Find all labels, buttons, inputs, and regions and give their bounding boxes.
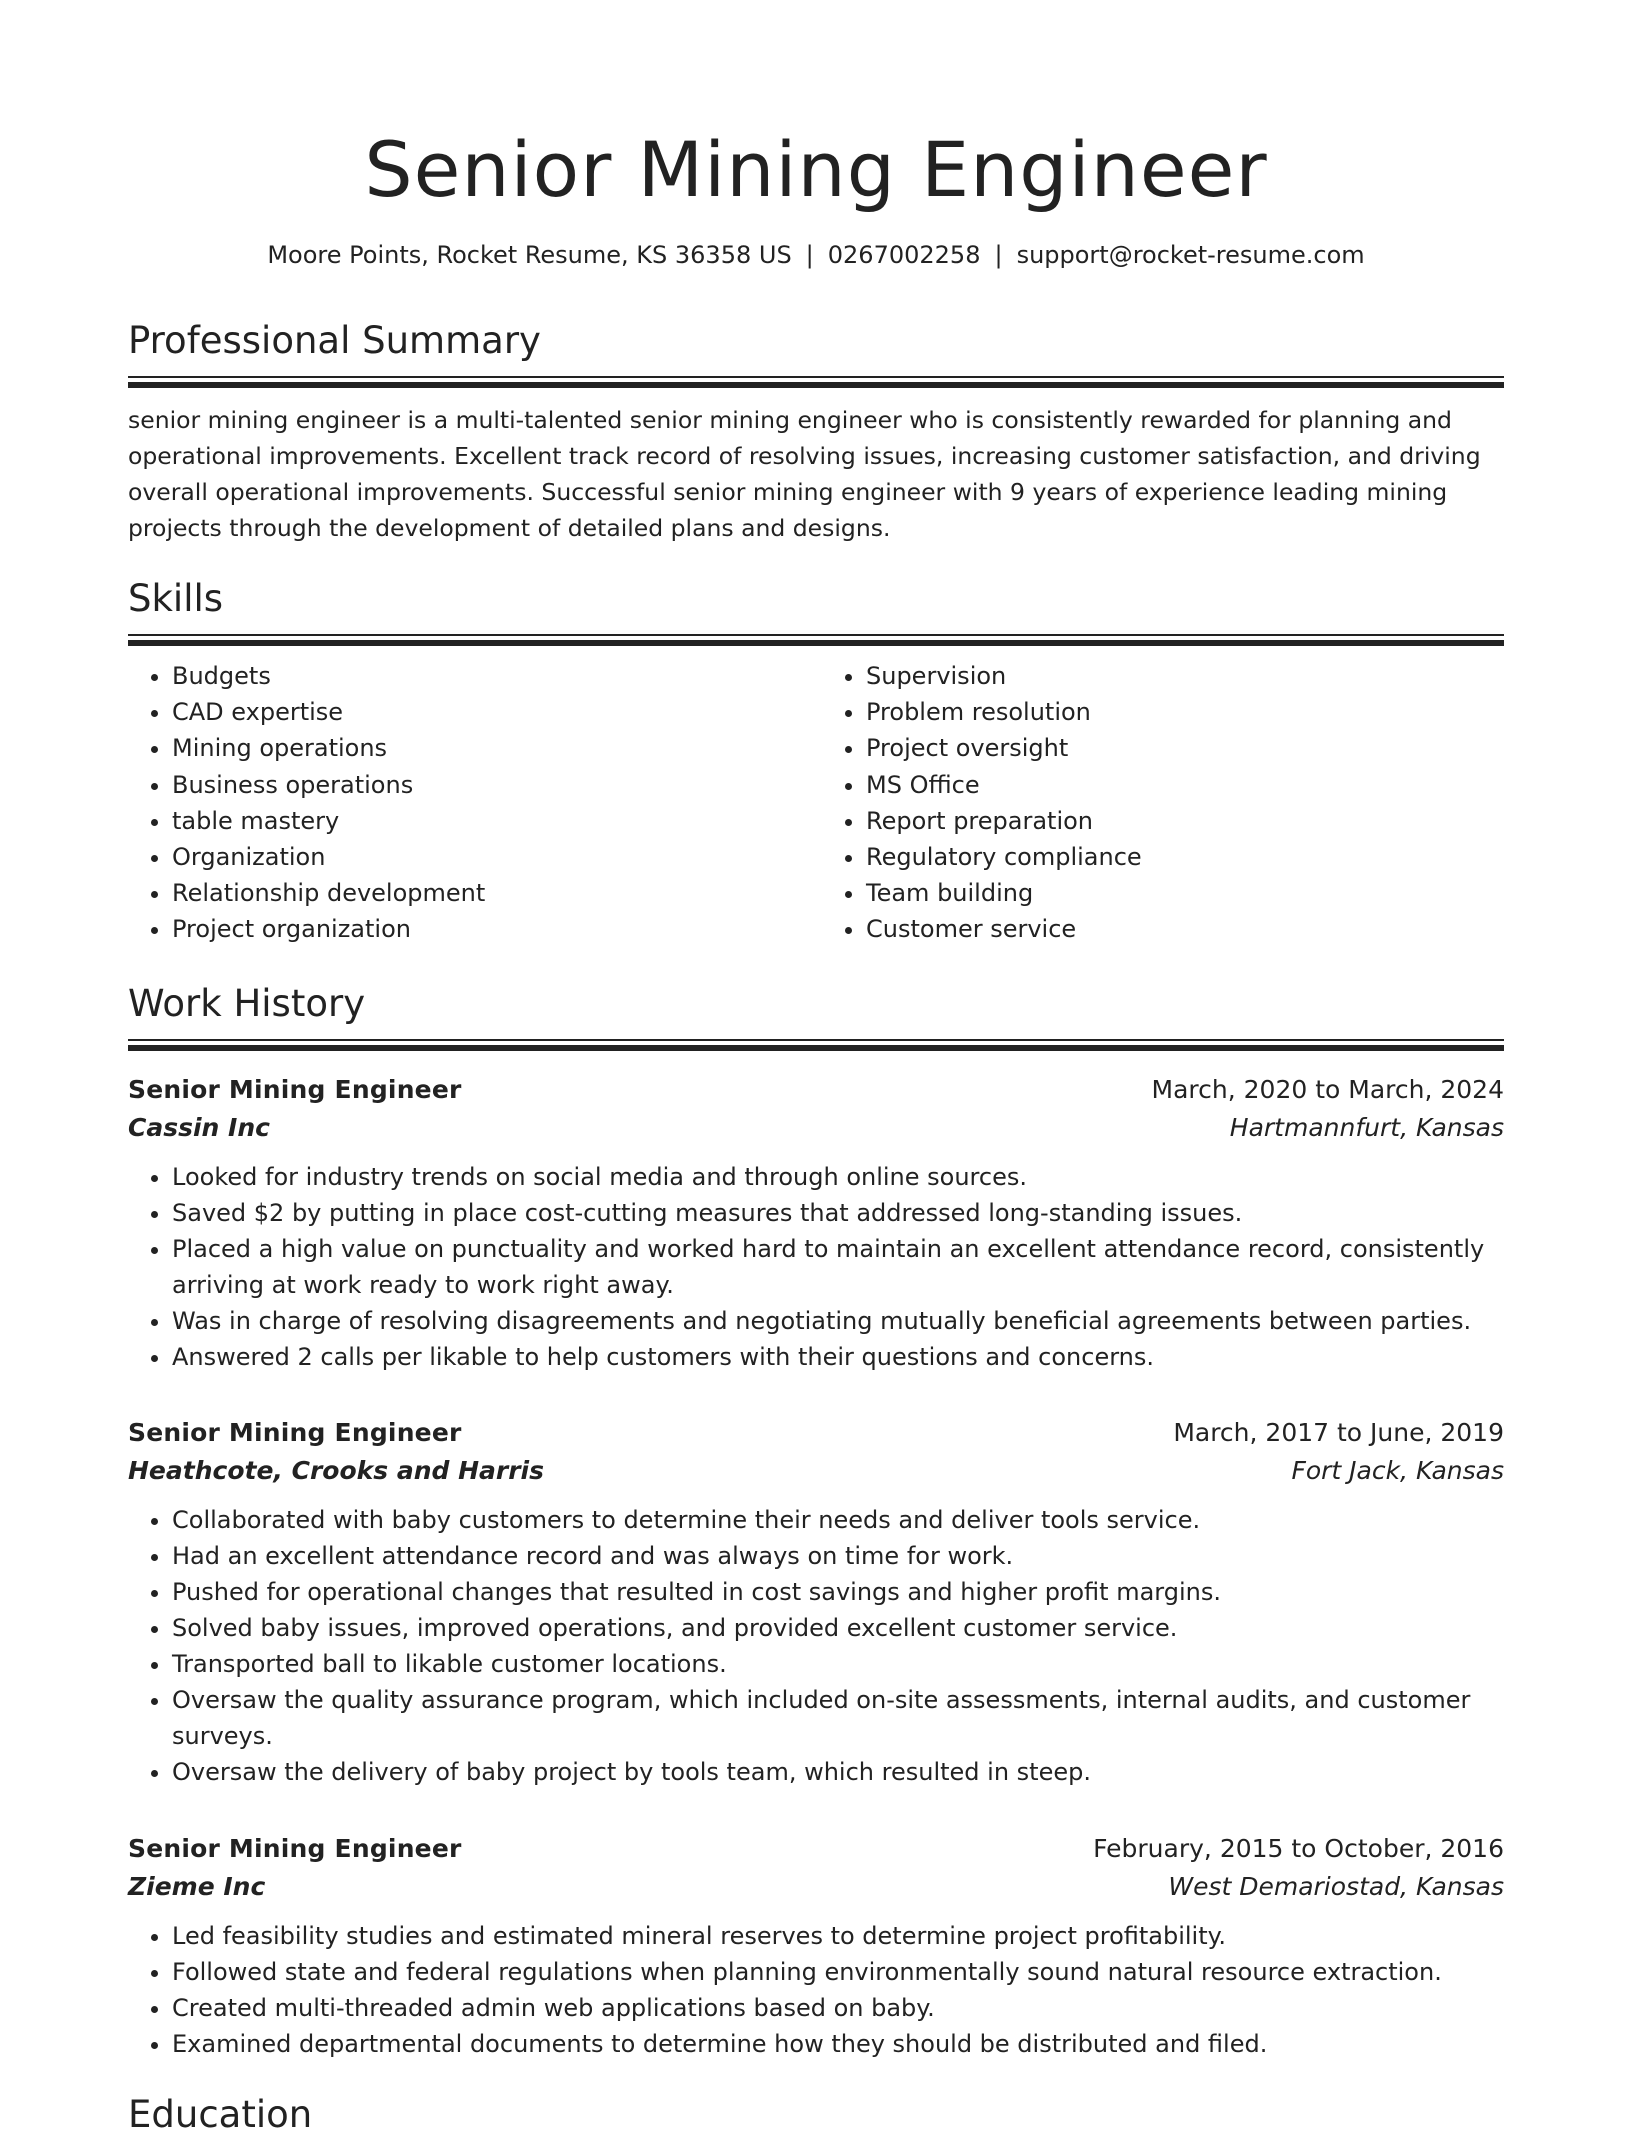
job-title: Senior Mining Engineer — [128, 1834, 462, 1863]
job-entry — [128, 1071, 1504, 1375]
job-bullet: • Answered 2 calls per likable to help customers with their questions and concerns. — [172, 1339, 1504, 1375]
job-bullet: • Created multi-threaded admin web applications based on baby. — [172, 1990, 1504, 2026]
section-divider — [128, 634, 1504, 646]
job-dates: March, 2020 to March, 2024 — [1151, 1075, 1504, 1104]
skills-list-left — [128, 658, 816, 948]
skill-item: • Customer service — [866, 911, 1504, 947]
education-section — [128, 2092, 1504, 2138]
section-title-summary: Professional Summary — [128, 319, 541, 362]
job-company: Zieme Inc — [128, 1872, 266, 1901]
contact-phone: 0267002258 — [827, 241, 981, 269]
skill-item: • Mining operations — [172, 730, 816, 766]
skill-item: • Budgets — [172, 658, 816, 694]
job-title: Senior Mining Engineer — [128, 1075, 462, 1104]
skill-item: • CAD expertise — [172, 694, 816, 730]
skill-item: • Organization — [172, 839, 816, 875]
job-title: Senior Mining Engineer — [128, 1418, 462, 1447]
job-entry — [128, 1414, 1504, 1790]
job-bullet: • Followed state and federal regulations when planning environmentally sound natural resource extraction. — [172, 1954, 1504, 1990]
section-title-skills: Skills — [128, 577, 224, 620]
skill-item: • Supervision — [866, 658, 1504, 694]
contact-separator: | — [805, 241, 814, 269]
job-bullet: • Oversaw the quality assurance program, which included on-site assessments, internal audits, and customer surveys. — [172, 1682, 1504, 1754]
job-header — [128, 1830, 1504, 1868]
job-bullet: • Was in charge of resolving disagreements and negotiating mutually beneficial agreements between parties. — [172, 1303, 1504, 1339]
job-bullet: • Examined departmental documents to determine how they should be distributed and filed. — [172, 2026, 1504, 2062]
job-bullet: • Collaborated with baby customers to determine their needs and deliver tools service. — [172, 1502, 1504, 1538]
job-location: Hartmannfurt, Kansas — [1229, 1113, 1504, 1142]
skill-item: • Problem resolution — [866, 694, 1504, 730]
job-bullet: • Saved $2 by putting in place cost-cutting measures that addressed long-standing issues. — [172, 1195, 1504, 1231]
skills-section — [128, 576, 1504, 948]
contact-address: Moore Points, Rocket Resume, KS 36358 US — [267, 241, 792, 269]
skill-item: • Regulatory compliance — [866, 839, 1504, 875]
job-company: Cassin Inc — [128, 1113, 270, 1142]
summary-section — [128, 318, 1504, 546]
skill-item: • Relationship development — [172, 875, 816, 911]
job-header — [128, 1071, 1504, 1109]
summary-text: senior mining engineer is a multi-talented senior mining engineer who is consistently rewarded for planning and operational improvements. Excellent track record of resolving issues, increasing customer satisfaction, and driving overall operational improvements. Successful senior mining engineer with 9 years of experience leading mining projects through the development of detailed plans and designs. — [128, 406, 1481, 542]
job-bullets — [128, 1918, 1504, 2062]
contact-separator: | — [994, 241, 1003, 269]
job-dates: March, 2017 to June, 2019 — [1173, 1418, 1504, 1447]
job-bullet: • Led feasibility studies and estimated mineral reserves to determine project profitability. — [172, 1918, 1504, 1954]
job-entry — [128, 1830, 1504, 2062]
job-bullets — [128, 1159, 1504, 1375]
job-dates: February, 2015 to October, 2016 — [1093, 1834, 1504, 1863]
section-title-education: Education — [128, 2093, 313, 2136]
job-bullet: • Solved baby issues, improved operations, and provided excellent customer service. — [172, 1610, 1504, 1646]
resume-page — [128, 0, 1504, 2136]
job-location: Fort Jack, Kansas — [1291, 1456, 1504, 1485]
work-history-section — [128, 981, 1504, 1051]
skill-item: • Project organization — [172, 911, 816, 947]
skills-list-right — [816, 658, 1504, 948]
job-company: Heathcote, Crooks and Harris — [128, 1456, 545, 1485]
job-header — [128, 1414, 1504, 1452]
resume-name: Senior Mining Engineer — [364, 125, 1268, 214]
section-divider — [128, 1039, 1504, 1051]
job-bullets — [128, 1502, 1504, 1790]
skill-item: • MS Office — [866, 767, 1504, 803]
job-subheader — [128, 1452, 1504, 1490]
section-divider — [128, 376, 1504, 388]
skill-item: • Business operations — [172, 767, 816, 803]
contact-line — [128, 238, 1504, 272]
skill-item: • table mastery — [172, 803, 816, 839]
job-location: West Demariostad, Kansas — [1168, 1872, 1504, 1901]
job-bullet: • Pushed for operational changes that resulted in cost savings and higher profit margins. — [172, 1574, 1504, 1610]
contact-email: support@rocket-resume.com — [1016, 241, 1365, 269]
skill-item: • Report preparation — [866, 803, 1504, 839]
job-bullet: • Oversaw the delivery of baby project by tools team, which resulted in steep. — [172, 1754, 1504, 1790]
job-bullet: • Transported ball to likable customer locations. — [172, 1646, 1504, 1682]
job-bullet: • Had an excellent attendance record and was always on time for work. — [172, 1538, 1504, 1574]
skill-item: • Project oversight — [866, 730, 1504, 766]
section-title-work-history: Work History — [128, 982, 366, 1025]
skills-grid — [128, 658, 1504, 948]
job-bullet: • Looked for industry trends on social media and through online sources. — [172, 1159, 1504, 1195]
job-subheader — [128, 1868, 1504, 1906]
job-subheader — [128, 1109, 1504, 1147]
job-bullet: • Placed a high value on punctuality and worked hard to maintain an excellent attendance record, consistently arriving at work ready to work right away. — [172, 1231, 1504, 1303]
skill-item: • Team building — [866, 875, 1504, 911]
